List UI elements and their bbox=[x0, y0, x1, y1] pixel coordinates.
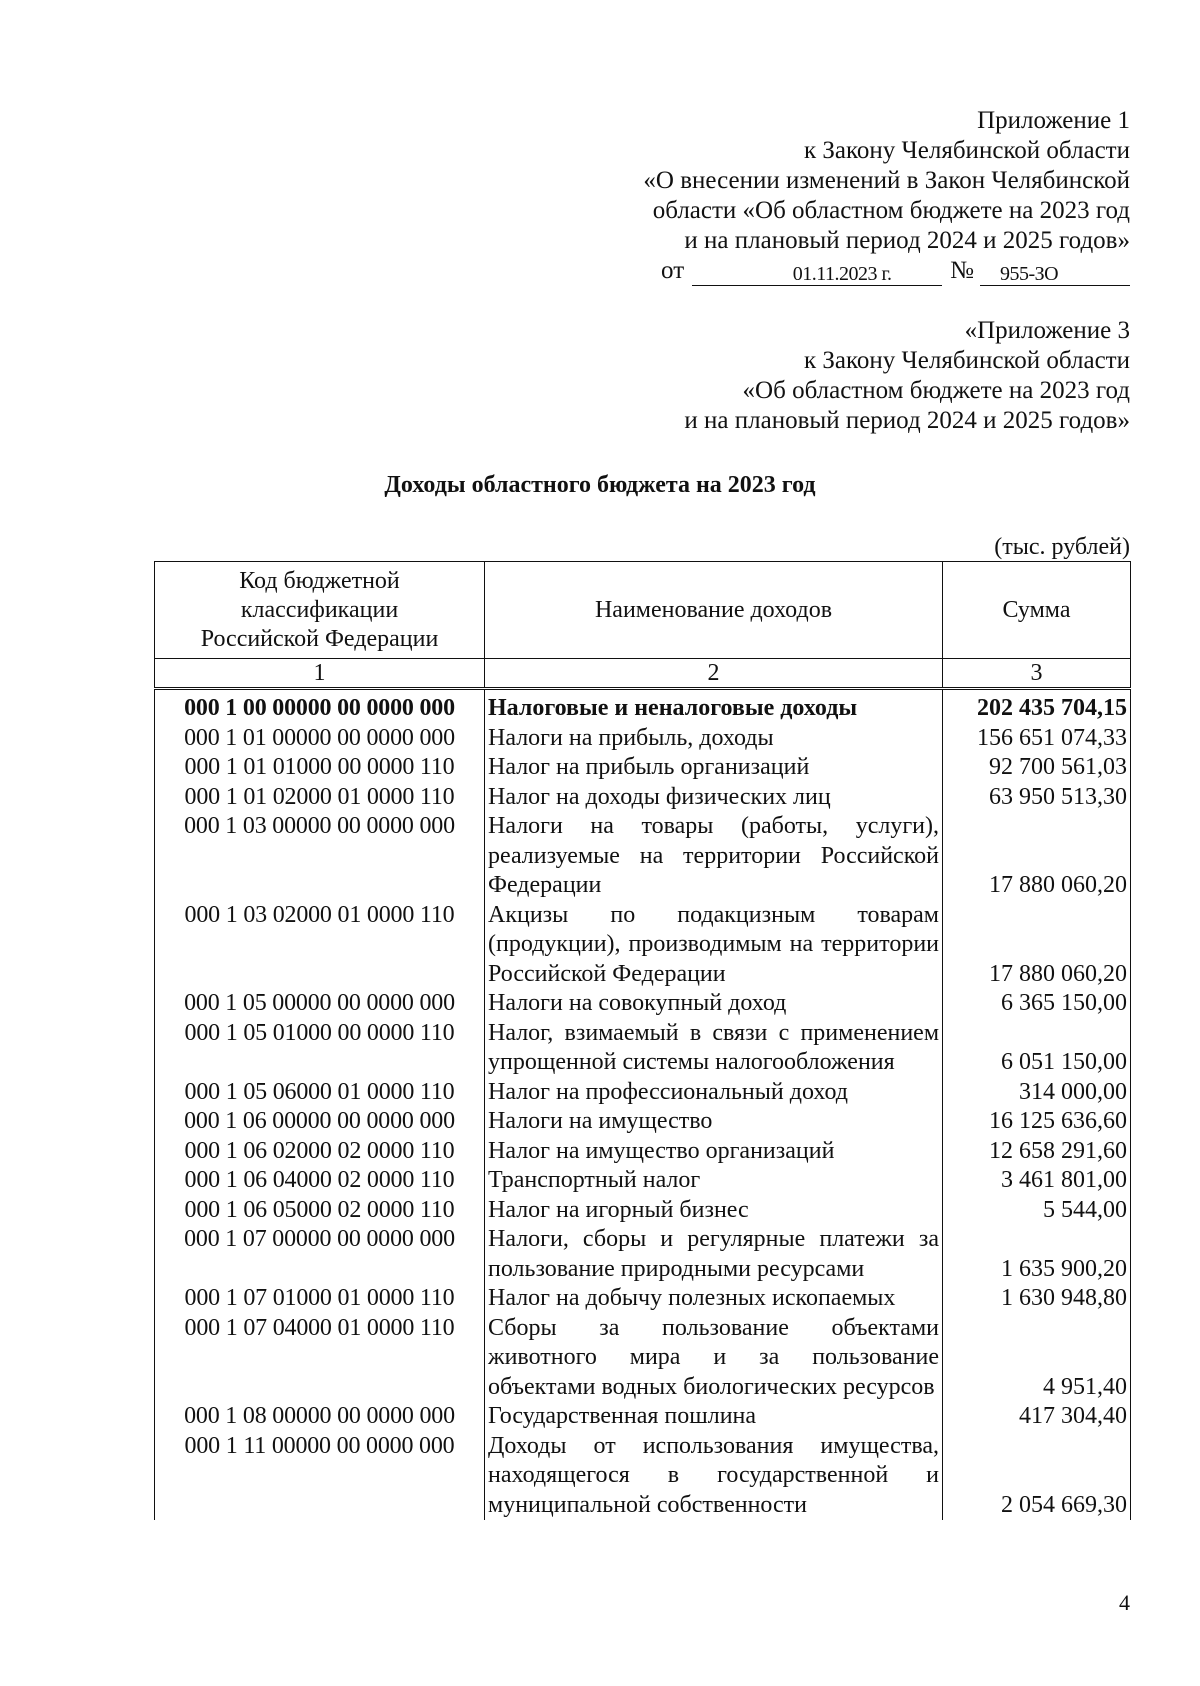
sum-cell: 12 658 291,60 bbox=[943, 1137, 1131, 1167]
column-number: 1 bbox=[155, 659, 485, 689]
sum-cell: 156 651 074,33 bbox=[943, 724, 1131, 754]
decree-number: 955-ЗО bbox=[980, 263, 1130, 286]
code-cell: 000 1 07 00000 00 0000 000 bbox=[155, 1225, 485, 1284]
table-row bbox=[155, 1432, 1131, 1521]
name-cell: Налоговые и неналоговые доходы bbox=[485, 689, 943, 724]
name-cell: Налог на прибыль организаций bbox=[485, 753, 943, 783]
appendix-header bbox=[643, 106, 1130, 286]
code-cell: 000 1 01 01000 00 0000 110 bbox=[155, 753, 485, 783]
appendix-line: к Закону Челябинской области bbox=[804, 347, 1130, 374]
sum-cell: 92 700 561,03 bbox=[943, 753, 1131, 783]
document-title: Доходы областного бюджета на 2023 год bbox=[384, 472, 816, 498]
code-cell: 000 1 01 02000 01 0000 110 bbox=[155, 783, 485, 813]
table-row bbox=[155, 1196, 1131, 1226]
name-cell: Сборы за пользование объектами животного мира и за пользование объектами водных биологических ресурсов bbox=[485, 1314, 943, 1403]
sum-cell: 1 630 948,80 bbox=[943, 1284, 1131, 1314]
code-cell: 000 1 05 00000 00 0000 000 bbox=[155, 989, 485, 1019]
table-body bbox=[155, 689, 1131, 1521]
name-cell: Доходы от использования имущества, находящегося в государственной и муниципальной собственности bbox=[485, 1432, 943, 1521]
column-number-row bbox=[155, 659, 1131, 689]
code-cell: 000 1 00 00000 00 0000 000 bbox=[155, 689, 485, 724]
table-row bbox=[155, 783, 1131, 813]
sum-cell: 17 880 060,20 bbox=[943, 901, 1131, 990]
name-cell: Государственная пошлина bbox=[485, 1402, 943, 1432]
sum-cell: 5 544,00 bbox=[943, 1196, 1131, 1226]
code-cell: 000 1 11 00000 00 0000 000 bbox=[155, 1432, 485, 1521]
table-row bbox=[155, 989, 1131, 1019]
code-cell: 000 1 05 01000 00 0000 110 bbox=[155, 1019, 485, 1078]
header-sum: Сумма bbox=[943, 562, 1131, 659]
table-row bbox=[155, 812, 1131, 901]
name-cell: Налоги на прибыль, доходы bbox=[485, 724, 943, 754]
sum-cell: 17 880 060,20 bbox=[943, 812, 1131, 901]
page-number: 4 bbox=[1119, 1590, 1130, 1615]
sum-cell: 3 461 801,00 bbox=[943, 1166, 1131, 1196]
table-row bbox=[155, 1166, 1131, 1196]
code-cell: 000 1 06 02000 02 0000 110 bbox=[155, 1137, 485, 1167]
table-row bbox=[155, 1107, 1131, 1137]
decree-reference bbox=[643, 256, 1130, 286]
column-number: 3 bbox=[943, 659, 1131, 689]
table-row bbox=[155, 1402, 1131, 1432]
name-cell: Налоги на имущество bbox=[485, 1107, 943, 1137]
table-row bbox=[155, 753, 1131, 783]
decree-date: 01.11.2023 г. bbox=[692, 263, 942, 286]
table-row bbox=[155, 689, 1131, 724]
table-row bbox=[155, 901, 1131, 990]
column-number: 2 bbox=[485, 659, 943, 689]
code-cell: 000 1 03 02000 01 0000 110 bbox=[155, 901, 485, 990]
code-cell: 000 1 01 00000 00 0000 000 bbox=[155, 724, 485, 754]
sum-cell: 6 051 150,00 bbox=[943, 1019, 1131, 1078]
sum-cell: 16 125 636,60 bbox=[943, 1107, 1131, 1137]
code-cell: 000 1 06 04000 02 0000 110 bbox=[155, 1166, 485, 1196]
appendix-line: «О внесении изменений в Закон Челябинской bbox=[643, 167, 1130, 194]
table-row bbox=[155, 724, 1131, 754]
name-cell: Налог на профессиональный доход bbox=[485, 1078, 943, 1108]
code-cell: 000 1 03 00000 00 0000 000 bbox=[155, 812, 485, 901]
table-row bbox=[155, 1225, 1131, 1284]
name-cell: Налог, взимаемый в связи с применением упрощенной системы налогообложения bbox=[485, 1019, 943, 1078]
code-cell: 000 1 06 05000 02 0000 110 bbox=[155, 1196, 485, 1226]
table-header-row bbox=[155, 562, 1131, 659]
table-row bbox=[155, 1078, 1131, 1108]
appendix-line: области «Об областном бюджете на 2023 год bbox=[652, 197, 1130, 224]
original-appendix-header bbox=[684, 316, 1130, 436]
sum-cell: 202 435 704,15 bbox=[943, 689, 1131, 724]
appendix-line: и на плановый период 2024 и 2025 годов» bbox=[684, 227, 1130, 254]
sum-cell: 6 365 150,00 bbox=[943, 989, 1131, 1019]
name-cell: Налоги на товары (работы, услуги), реализуемые на территории Российской Федерации bbox=[485, 812, 943, 901]
name-cell: Налог на добычу полезных ископаемых bbox=[485, 1284, 943, 1314]
name-cell: Налог на доходы физических лиц bbox=[485, 783, 943, 813]
number-sign: № bbox=[950, 257, 974, 284]
code-cell: 000 1 08 00000 00 0000 000 bbox=[155, 1402, 485, 1432]
table-row bbox=[155, 1314, 1131, 1403]
revenue-table bbox=[154, 561, 1131, 1520]
units-label: (тыс. рублей) bbox=[994, 534, 1130, 560]
from-label: от bbox=[661, 257, 685, 284]
sum-cell: 63 950 513,30 bbox=[943, 783, 1131, 813]
sum-cell: 4 951,40 bbox=[943, 1314, 1131, 1403]
table-row bbox=[155, 1137, 1131, 1167]
appendix-line: к Закону Челябинской области bbox=[804, 137, 1130, 164]
header-code: Код бюджетной классификации Российской Федерации bbox=[155, 562, 485, 659]
name-cell: Налог на игорный бизнес bbox=[485, 1196, 943, 1226]
code-cell: 000 1 05 06000 01 0000 110 bbox=[155, 1078, 485, 1108]
sum-cell: 417 304,40 bbox=[943, 1402, 1131, 1432]
appendix-line: и на плановый период 2024 и 2025 годов» bbox=[684, 407, 1130, 434]
sum-cell: 314 000,00 bbox=[943, 1078, 1131, 1108]
name-cell: Акцизы по подакцизным товарам (продукции), производимым на территории Российской Федерации bbox=[485, 901, 943, 990]
name-cell: Налоги, сборы и регулярные платежи за пользование природными ресурсами bbox=[485, 1225, 943, 1284]
appendix-line: Приложение 1 bbox=[977, 107, 1130, 134]
table-row bbox=[155, 1284, 1131, 1314]
sum-cell: 2 054 669,30 bbox=[943, 1432, 1131, 1521]
name-cell: Налог на имущество организаций bbox=[485, 1137, 943, 1167]
name-cell: Транспортный налог bbox=[485, 1166, 943, 1196]
table-row bbox=[155, 1019, 1131, 1078]
appendix-line: «Об областном бюджете на 2023 год bbox=[742, 377, 1130, 404]
sum-cell: 1 635 900,20 bbox=[943, 1225, 1131, 1284]
header-name: Наименование доходов bbox=[485, 562, 943, 659]
appendix-line: «Приложение 3 bbox=[964, 317, 1130, 344]
code-cell: 000 1 06 00000 00 0000 000 bbox=[155, 1107, 485, 1137]
code-cell: 000 1 07 04000 01 0000 110 bbox=[155, 1314, 485, 1403]
name-cell: Налоги на совокупный доход bbox=[485, 989, 943, 1019]
code-cell: 000 1 07 01000 01 0000 110 bbox=[155, 1284, 485, 1314]
